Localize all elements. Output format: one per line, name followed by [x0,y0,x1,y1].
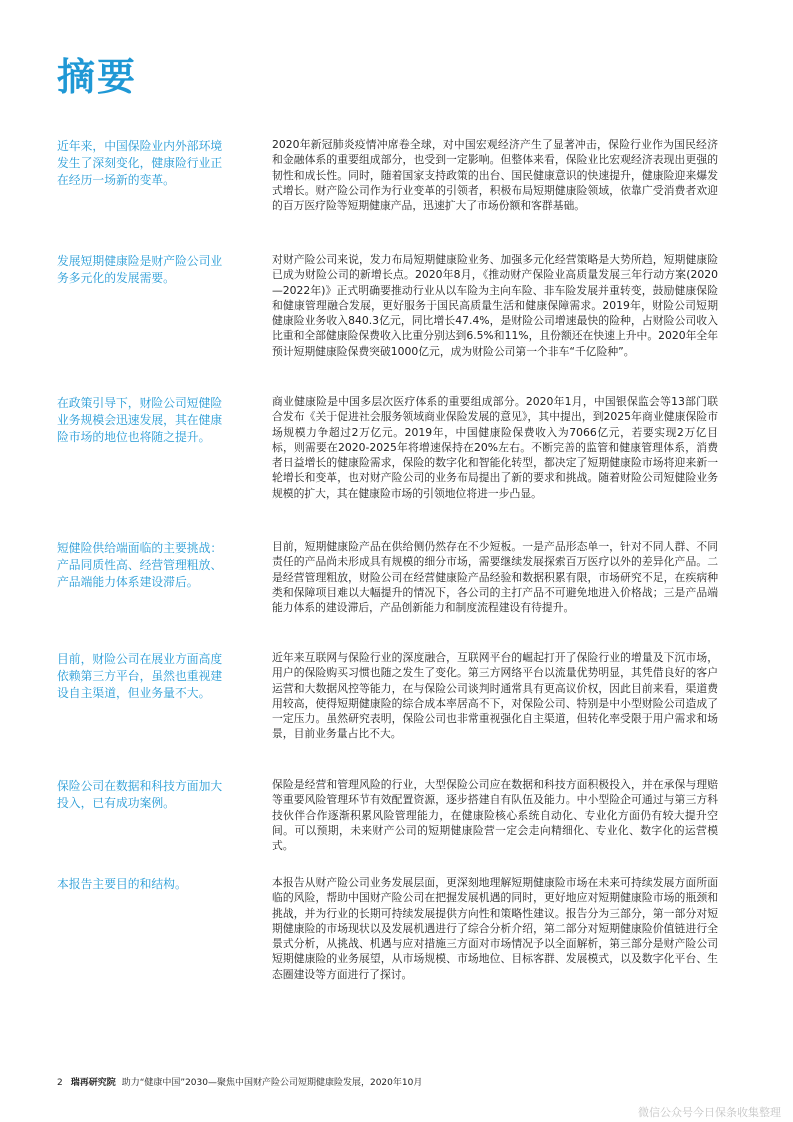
footer-text: 助力“健康中国”2030—聚焦中国财产险公司短期健康险发展，2020年10月 [121,1078,423,1088]
section-summary: 近年来，中国保险业内外部环境发生了深刻变化，健康险行业正在经历一场新的变革。 [57,139,223,187]
page-footer [57,1075,422,1088]
section-body: 2020年新冠肺炎疫情冲席卷全球，对中国宏观经济产生了显著冲击，保险行业作为国民经济和金融体系的重要组成部分，也受到一定影响。但整体来看，保险业比宏观经济表现出更强的韧性和成长性。同时，随着国家支持政策的出台、国民健康意识的快速提升，健康险迎来爆发式增长。财产险公司作为行业变革的引领者，积极布局短期健康险领域，依靠广受消费者欢迎的百万医疗险等短期健康产品，迅速扩大了市场份额和客群基础。 [272,138,718,213]
section-summary: 保险公司在数据和科技方面加大投入，已有成功案例。 [57,779,223,810]
section-summary: 短健险供给端面临的主要挑战：产品同质性高、经营管理粗放、产品端能力体系建设滞后。 [57,541,223,589]
section-summary: 发展短期健康险是财产险公司业务多元化的发展需要。 [57,254,223,285]
section-summary: 在政策引导下，财险公司短健险业务规模会迅速发展，其在健康险市场的地位也将随之提升。 [57,396,223,444]
watermark: 微信公众号今日保条收集整理 [638,1106,781,1119]
brand-name: 瑞再研究院 [70,1078,116,1088]
section-body: 保险是经营和管理风险的行业，大型保险公司应在数据和科技方面积极投入，并在承保与理赔等重要风险管理环节有效配置资源，逐步搭建自有队伍及能力。中小型险企可通过与第三方科技伙伴合作逐渐积累风险管理能力，在健康险核心系统自动化、专业化方面仍有较大提升空间。可以预期，未来财产公司的短期健康险营一定会走向精细化、专业化、数字化的运营模式。 [272,778,718,853]
section-body: 近年来互联网与保险行业的深度融合，互联网平台的崛起打开了保险行业的增量及下沉市场，用户的保险购买习惯也随之发生了变化。第三方网络平台以流量优势明显，其凭借良好的客户运营和大数据风控等能力，在与保险公司谈判时通常具有更高议价权，因此目前来看，渠道费用较高，使得短期健康险的综合成本率居高不下，对保险公司、特别是中小型财险公司造成了一定压力。虽然研究表明，保险公司也非常重视强化自主渠道，但转化率受限于用户需求和场景，目前业务量占比不大。 [272,651,718,741]
section-body: 商业健康险是中国多层次医疗体系的重要组成部分。2020年1月，中国银保监会等13部门联合发布《关于促进社会服务领域商业保险发展的意见》，其中提出，到2025年商业健康保险市场规模力争超过2万亿元。2019年，中国健康险保费收入为7066亿元，若要实现2万亿目标，则需要在2020-2025年将增速保持在20%左右。不断完善的监管和健康管理体系，消费者日益增长的健康险需求，保险的数字化和智能化转型，都决定了短期健康险市场将迎来新一轮增长和变革，也对财产险公司的业务布局提出了新的要求和挑战。随着财险公司短健险业务规模的扩大，其在健康险市场的引领地位将进一步凸显。 [272,395,718,500]
section-summary: 目前，财险公司在展业方面高度依赖第三方平台，虽然也重视建设自主渠道，但业务量不大。 [57,652,223,700]
page-title: 摘要 [57,55,138,99]
section-body: 目前，短期健康险产品在供给侧仍然存在不少短板。一是产品形态单一，针对不同人群、不同责任的产品尚未形成具有规模的细分市场，需要继续发展探索百万医疗以外的差异化产品。二是经营管理粗放，财险公司在经营健康险产品经验和数据积累有限，市场研究不足，在疾病种类和保障项目难以大幅提升的情况下，各公司的主打产品不可避免地进入价格战；三是产品端能力体系的建设滞后，产品创新能力和制度流程建设有待提升。 [272,540,718,615]
page-number: 2 [57,1078,63,1088]
section-body: 本报告从财产险公司业务发展层面，更深刻地理解短期健康险市场在未来可持续发展方面所面临的风险，帮助中国财产险公司在把握发展机遇的同时，更好地应对短期健康险市场的瓶颈和挑战，并为行业的长期可持续发展提供方向性和策略性建议。报告分为三部分，第一部分对短期健康险的市场现状以及发展机遇进行了综合分析介绍，第二部分对短期健康险价值链进行全景式分析，从挑战、机遇与应对措施三方面对市场情况予以全面解析，第三部分是财产险公司短期健康险的业务展望，从市场规模、市场地位、目标客群、发展模式，以及数字化平台、生态圈建设等方面进行了探讨。 [272,876,718,981]
section-summary: 本报告主要目的和结构。 [57,877,187,891]
section-body: 对财产险公司来说，发力布局短期健康险业务、加强多元化经营策略是大势所趋，短期健康险已成为财险公司的新增长点。2020年8月，《推动财产保险业高质量发展三年行动方案(2020—2022年)》正式明确要推动行业从以车险为主向车险、非车险发展并重转变，鼓励健康保险和健康管理融合发展，更好服务于国民高质量生活和健康保障需求。2019年，财险公司短期健康险业务收入840.3亿元，同比增长47.4%，是财险公司增速最快的险种，占财险公司收入比重和全部健康险保费收入比重分别达到6.5%和11%，且份额还在快速上升中。2020年全年预计短期健康险保费突破1000亿元，成为财险公司第一个非车“千亿险种”。 [272,253,718,358]
